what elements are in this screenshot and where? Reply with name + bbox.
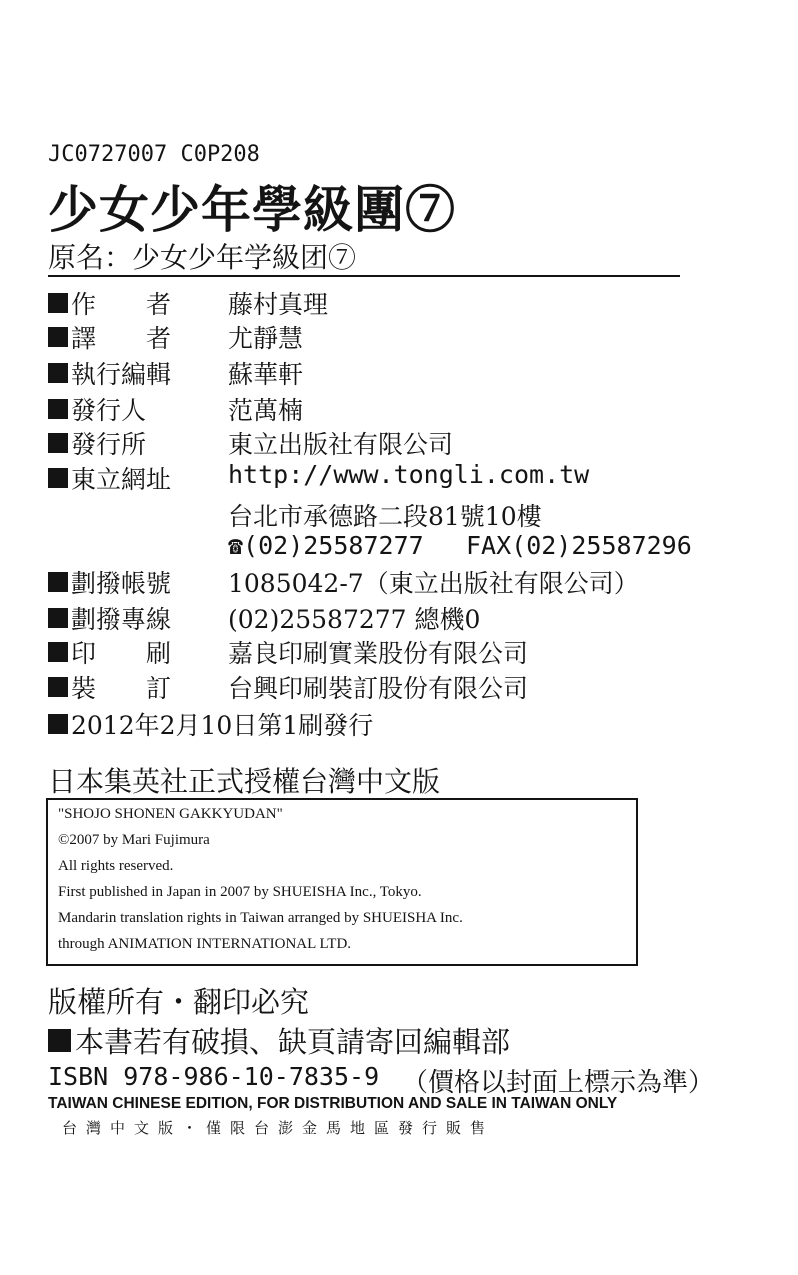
credit-label [48, 669, 171, 705]
credit-label [48, 355, 171, 391]
credit-row [48, 460, 748, 494]
title-divider [48, 275, 680, 277]
square-bullet-icon [48, 293, 68, 313]
credit-label-text: 印 刷 [71, 639, 171, 668]
square-bullet-icon [48, 468, 68, 488]
credit-label-text: 作 者 [71, 290, 171, 319]
copyright-box [46, 798, 638, 966]
square-bullet-icon [48, 642, 68, 662]
credit-row [48, 355, 748, 389]
credit-row [48, 564, 748, 598]
credit-row [48, 497, 748, 531]
credit-row [48, 600, 748, 634]
edition-notice-zh: 台灣中文版・僅限台澎金馬地區發行販售 [62, 1119, 495, 1137]
credit-row [48, 425, 748, 459]
credit-label [48, 319, 171, 355]
credit-value: 藤村真理 [228, 290, 329, 319]
credit-label [48, 460, 171, 496]
square-bullet-icon [48, 1029, 71, 1052]
credit-value: ☎(02)25587277 [228, 531, 424, 560]
publication-date [48, 706, 373, 742]
credit-value: 台北市承德路二段81號10樓 [228, 502, 542, 531]
isbn: ISBN 978-986-10-7835-9 [48, 1062, 380, 1091]
square-bullet-icon [48, 433, 68, 453]
credit-label-text: 發行所 [71, 430, 147, 459]
credit-row [48, 634, 748, 668]
square-bullet-icon [48, 608, 68, 628]
credit-label-text: 執行編輯 [71, 360, 172, 389]
square-bullet-icon [48, 677, 68, 697]
credit-label-text: 譯 者 [71, 324, 171, 353]
credit-label [48, 285, 171, 321]
license-line: 日本集英社正式授權台灣中文版 [48, 765, 441, 798]
edition-notice-en: TAIWAN CHINESE EDITION, FOR DISTRIBUTION AND SALE IN TAIWAN ONLY [48, 1095, 618, 1112]
copyright-line: Mandarin translation rights in Taiwan arranged by SHUEISHA Inc. [58, 910, 463, 926]
credit-label-text: 劃撥專線 [71, 605, 172, 634]
fax-number: FAX(02)25587296 [466, 531, 692, 560]
credit-value: 尤靜慧 [228, 324, 304, 353]
credit-value: 台興印刷裝訂股份有限公司 [228, 674, 529, 703]
original-title: 原名：少女少年学級团⑦ [48, 241, 357, 274]
square-bullet-icon [48, 399, 68, 419]
catalog-code: JC0727007 C0P208 [48, 142, 260, 167]
copyright-line: First published in Japan in 2007 by SHUEISHA Inc., Tokyo. [58, 884, 422, 900]
credit-label [48, 391, 146, 427]
square-bullet-icon [48, 714, 68, 734]
credit-value: 東立出版社有限公司 [228, 430, 454, 459]
square-bullet-icon [48, 363, 68, 383]
copyright-line: "SHOJO SHONEN GAKKYUDAN" [58, 806, 283, 822]
price-note: （價格以封面上標示為準） [402, 1068, 715, 1098]
square-bullet-icon [48, 327, 68, 347]
credit-row [48, 669, 748, 703]
credit-label [48, 600, 171, 636]
credit-label [48, 634, 171, 670]
credit-row [48, 391, 748, 425]
credit-value: 范萬楠 [228, 396, 304, 425]
copyright-line: ©2007 by Mari Fujimura [58, 832, 210, 848]
copyright-line: through ANIMATION INTERNATIONAL LTD. [58, 936, 352, 952]
credit-row [48, 285, 748, 319]
credit-label-text: 發行人 [71, 396, 147, 425]
copyright-line: All rights reserved. [58, 858, 174, 874]
website-link[interactable]: http://www.tongli.com.tw [228, 460, 590, 489]
credit-label-text: 東立網址 [71, 465, 172, 494]
credit-label-text: 裝 訂 [71, 674, 171, 703]
publication-date-text: 2012年2月10日第1刷發行 [71, 711, 374, 740]
damage-notice-text: 本書若有破損、缺頁請寄回編輯部 [75, 1025, 511, 1059]
book-title: 少女少年學級團⑦ [48, 180, 456, 239]
credit-label [48, 564, 171, 600]
credit-label [48, 425, 146, 461]
credit-value: 1085042-7（東立出版社有限公司） [228, 569, 639, 598]
credit-row [48, 319, 748, 353]
credit-row [48, 531, 748, 565]
credit-value: 蘇華軒 [228, 360, 304, 389]
rights-notice: 版權所有・翻印必究 [48, 985, 310, 1019]
credit-label-text: 劃撥帳號 [71, 569, 172, 598]
square-bullet-icon [48, 572, 68, 592]
credit-value: 嘉良印刷實業股份有限公司 [228, 639, 529, 668]
credit-value: (02)25587277 總機0 [228, 605, 481, 634]
damage-notice [48, 1020, 510, 1061]
